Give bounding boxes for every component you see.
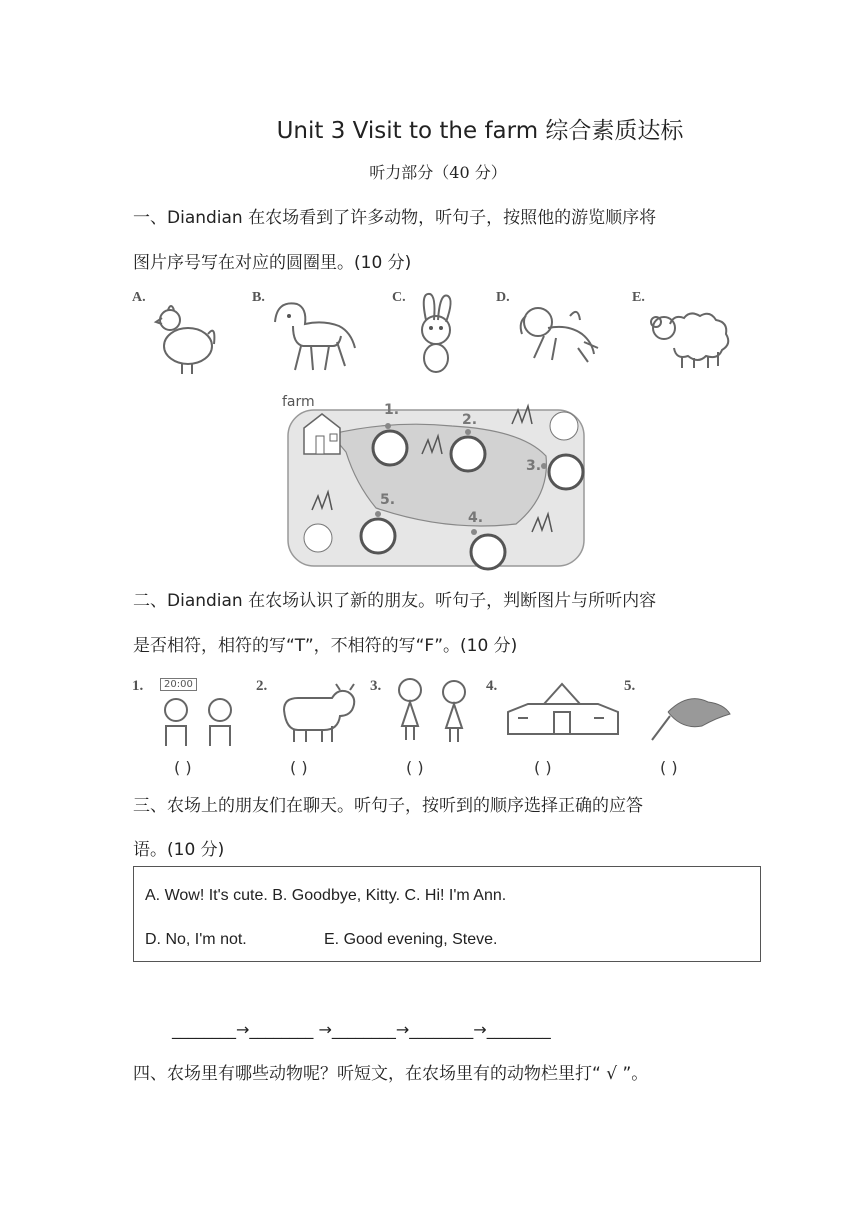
animal-label-e: E. [632,290,645,305]
farm-map-label: farm [282,394,315,410]
rabbit-icon [410,290,460,378]
animal-label-a: A. [132,290,146,305]
options-line-1: A. Wow! It's cute. B. Goodbye, Kitty. C. Hi! I'm Ann. [145,887,507,904]
animal-label-b: B. [252,290,265,305]
section2-instruction-line2: 是否相符，相符的写“T”，不相符的写“F”。(10 分) [133,636,518,656]
picture-label-1: 1. [132,678,144,694]
section2-instruction-line1: 二、Diandian 在农场认识了新的朋友。听句子，判断图片与所听内容 [133,591,657,611]
page-title: Unit 3 Visit to the farm 综合素质达标 [276,118,684,144]
picture-label-5: 5. [624,678,636,694]
clock-display: 20:00 [160,678,197,691]
answer-blanks[interactable]: ________→________ →________→________→________ [172,1020,551,1039]
answer-paren-2[interactable]: ( ) [290,758,308,777]
animal-pictures-row [130,288,740,378]
hand-shadow-icon [648,682,732,746]
cow-icon [276,680,360,746]
picture-label-3: 3. [370,678,382,694]
section1-instruction-line2: 图片序号写在对应的圆圈里。(10 分) [133,253,412,273]
sheep-icon [648,302,738,372]
farm-map [282,392,592,572]
answer-paren-4[interactable]: ( ) [534,758,552,777]
option-e: E. Good evening, Steve. [324,931,498,948]
map-number-1: 1. [384,402,400,418]
picture-label-4: 4. [486,678,498,694]
option-d: D. No, I'm not. [145,931,247,948]
map-number-2: 2. [462,412,478,428]
map-number-4: 4. [468,510,484,526]
section3-instruction-line2: 语。(10 分) [133,840,225,860]
map-number-3: 3. [526,458,542,474]
animal-label-d: D. [496,290,510,305]
answer-paren-3[interactable]: ( ) [406,758,424,777]
two-girls-icon [392,676,476,746]
section1-instruction-line1: 一、Diandian 在农场看到了许多动物，听句子，按照他的游览顺序将 [133,208,657,228]
section4-instruction-line1: 四、农场里有哪些动物呢？听短文，在农场里有的动物栏里打“ √ ”。 [133,1064,649,1084]
options-box [133,866,761,962]
answer-paren-5[interactable]: ( ) [660,758,678,777]
animal-label-c: C. [392,290,406,305]
map-number-5: 5. [380,492,396,508]
horse-icon [265,292,360,378]
two-boys-icon [154,696,244,748]
farm-building-icon [504,674,622,738]
answer-paren-1[interactable]: ( ) [174,758,192,777]
section3-instruction-line1: 三、农场上的朋友们在聊天。听句子，按听到的顺序选择正确的应答 [133,796,643,816]
dog-icon [512,294,602,372]
judge-pictures-row [130,674,740,784]
section-subtitle: 听力部分（40 分） [369,163,507,182]
hen-icon [148,298,218,378]
picture-label-2: 2. [256,678,268,694]
